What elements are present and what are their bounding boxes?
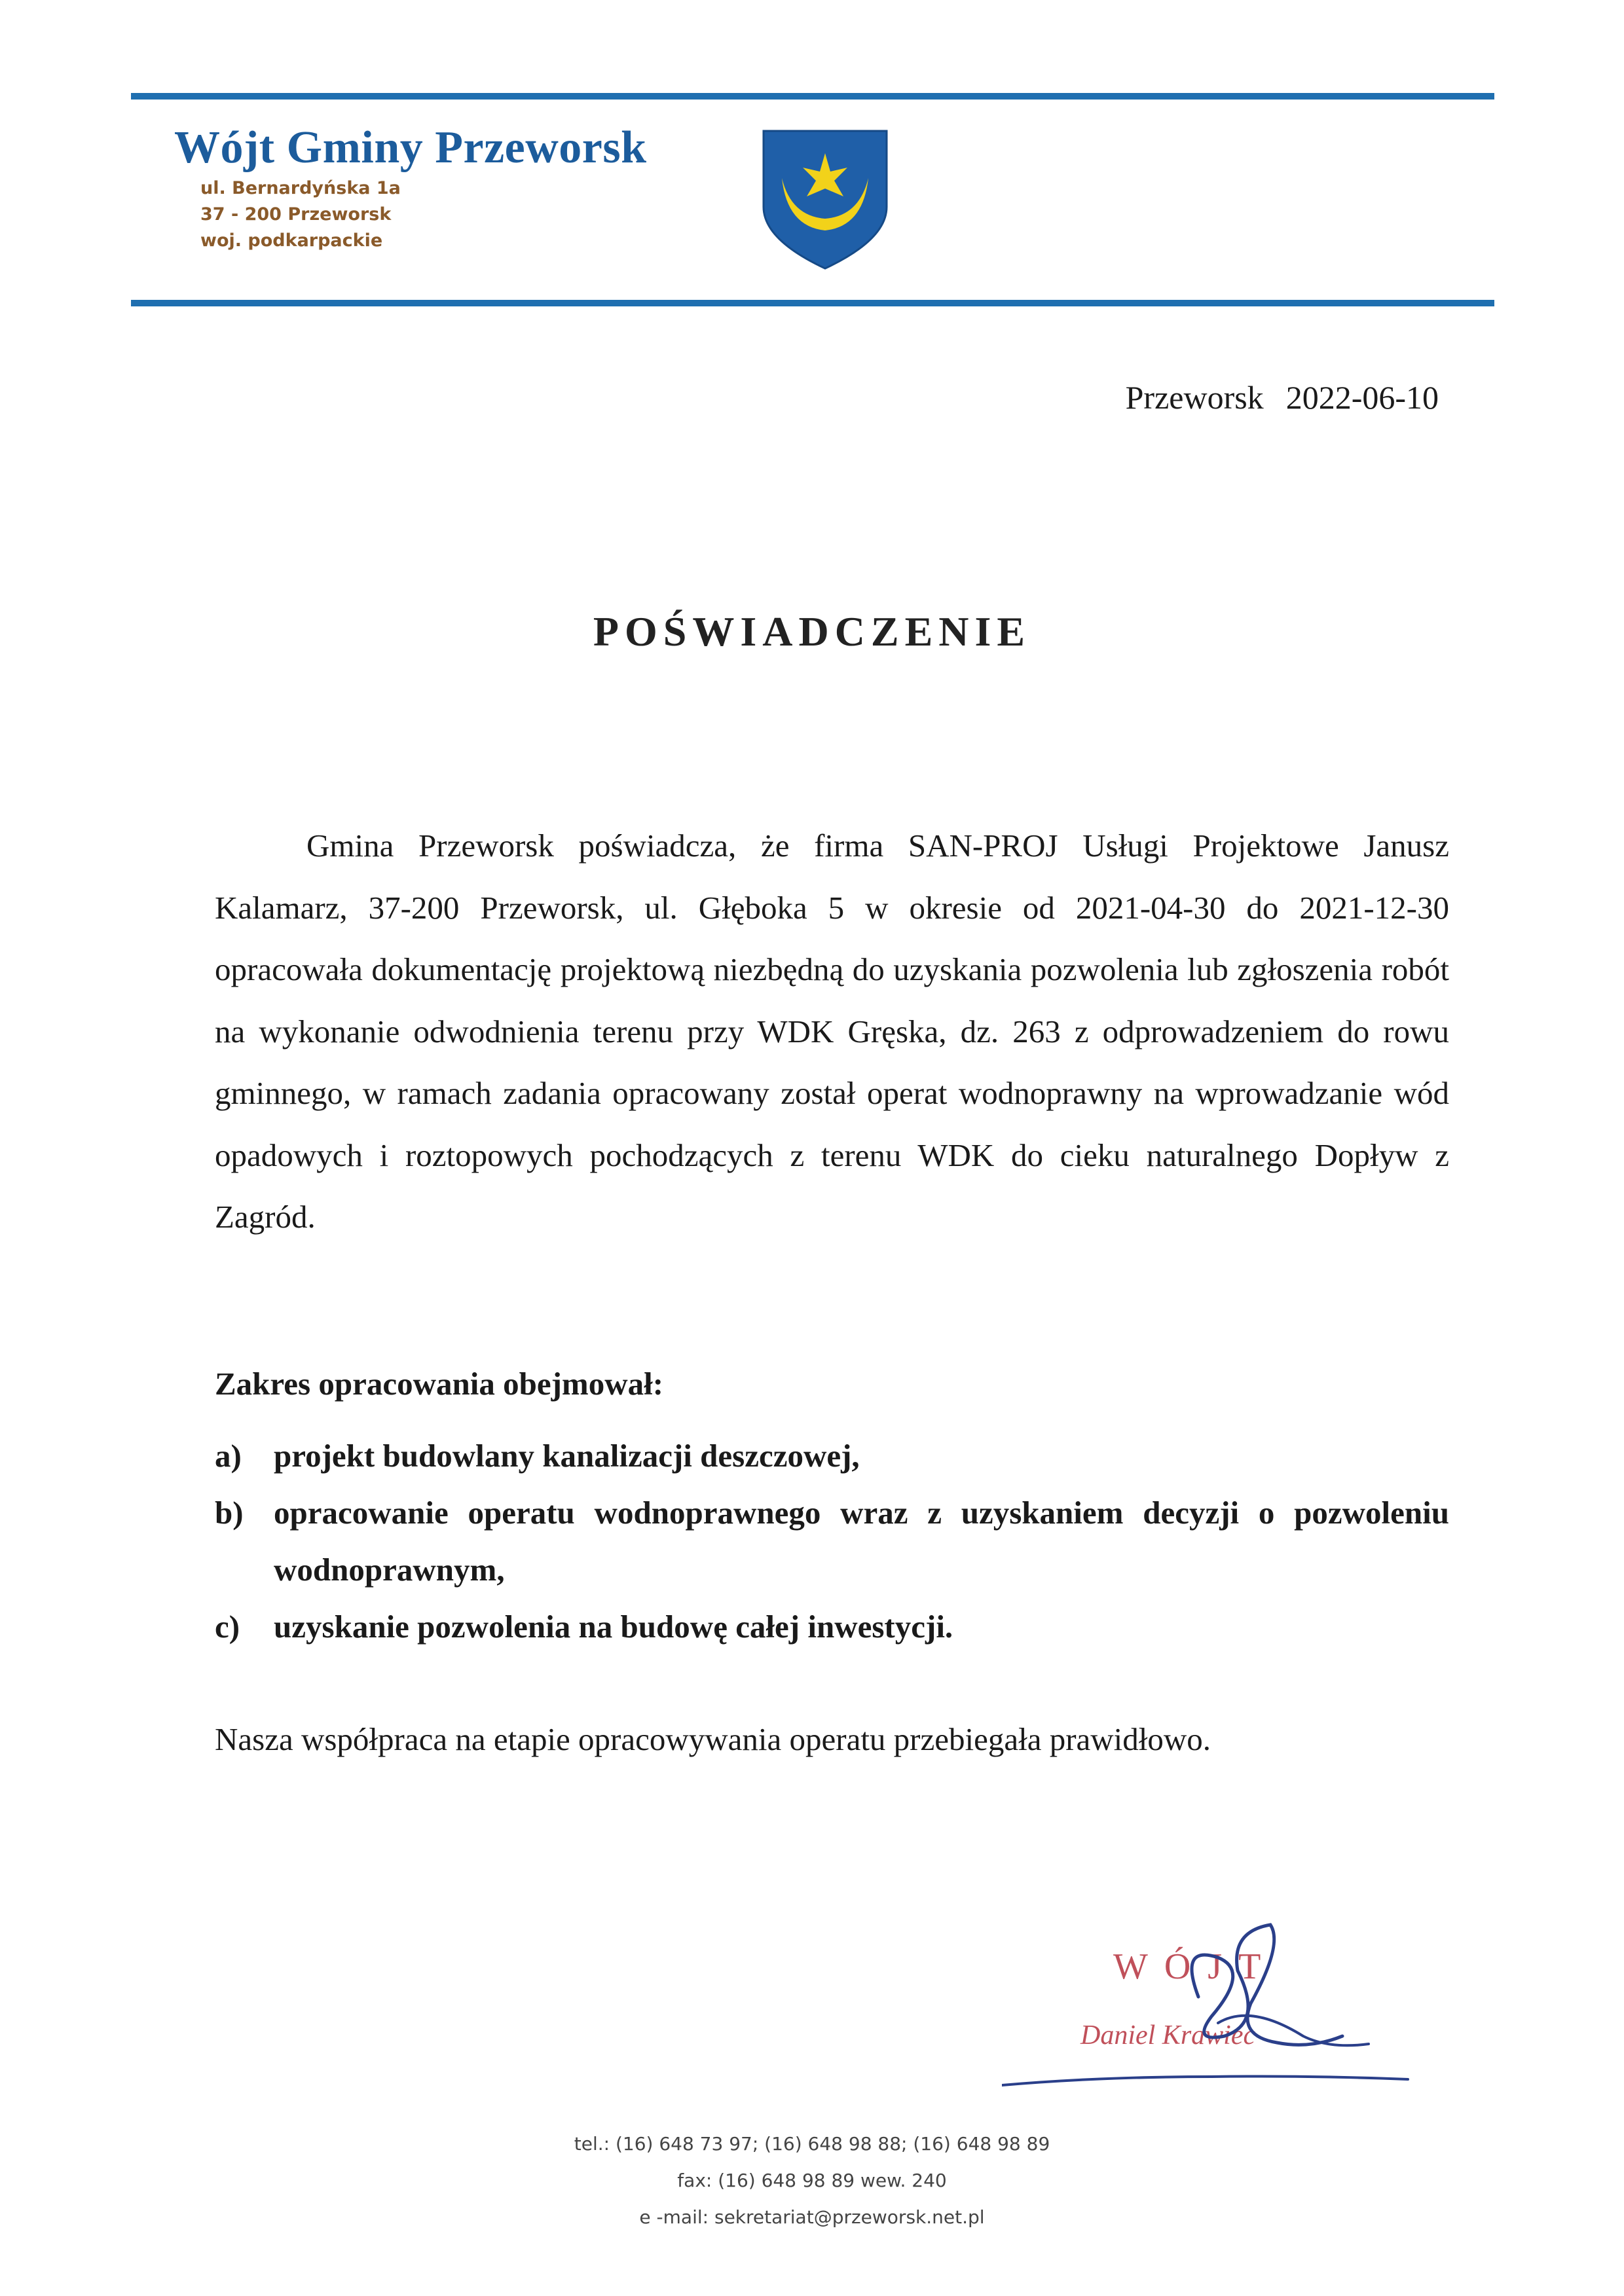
header-bottom-rule xyxy=(131,300,1494,306)
closing-sentence: Nasza współpraca na etapie opracowywania operatu przebiegała prawidłowo. xyxy=(215,1721,1211,1757)
scope-item-b xyxy=(215,1484,1449,1598)
scope-title: Zakres opracowania obejmował: xyxy=(215,1366,664,1402)
footer-email: e -mail: sekretariat@przeworsk.net.pl xyxy=(639,2206,985,2228)
address-postal: 37 - 200 Przeworsk xyxy=(200,204,392,225)
scope-item-text: uzyskanie pozwolenia na budowę całej inwestycji. xyxy=(274,1609,953,1645)
stamp-title: W Ó J T xyxy=(1113,1946,1265,1987)
address-region: woj. podkarpackie xyxy=(200,230,383,251)
footer-phone: tel.: (16) 648 73 97; (16) 648 98 88; (16) 648 98 89 xyxy=(574,2133,1050,2155)
body-paragraph: Gmina Przeworsk poświadcza, że firma SAN-PROJ Usługi Projektowe Janusz Kalamarz, 37-200 Przeworsk, ul. Głęboka 5 w okresie od 2021-04-30 do 2021-12-30 opracowała dokumentację projektową niezbędną do uzyskania pozwolenia lub zgłoszenia robót na wykonanie odwodnienia terenu przy WDK Gręska, dz. 263 z odprowadzeniem do rowu gminnego, w ramach zadania opracowany został operat wodnoprawny na wprowadzanie wód opadowych i roztopowych pochodzących z terenu WDK do cieku naturalnego Dopływ z Zagród. xyxy=(215,828,1449,1235)
stamp-name: Daniel Krawiec xyxy=(1080,2020,1256,2050)
scope-item-letter: a) xyxy=(215,1438,242,1474)
place: Przeworsk xyxy=(1125,379,1264,416)
scope-item-text: projekt budowlany kanalizacji deszczowej, xyxy=(274,1438,860,1474)
scope-item-letter: c) xyxy=(215,1609,240,1645)
signature-stamp xyxy=(1002,1905,1421,2102)
coat-of-arms-icon xyxy=(761,128,889,271)
date-value: 2022-06-10 xyxy=(1285,379,1439,416)
scope-item-a xyxy=(215,1427,1449,1484)
scope-item-text: opracowanie operatu wodnoprawnego wraz z uzyskaniem decyzji o pozwoleniu wodnoprawnym, xyxy=(274,1495,1449,1588)
address-street: ul. Bernardyńska 1a xyxy=(200,178,401,198)
scope-list xyxy=(215,1427,1449,1655)
place-date-line xyxy=(1126,378,1439,416)
office-title: Wójt Gminy Przeworsk xyxy=(174,122,647,173)
footer-fax: fax: (16) 648 98 89 wew. 240 xyxy=(677,2170,947,2191)
scope-item-c xyxy=(215,1598,1449,1655)
scope-item-letter: b) xyxy=(215,1495,244,1531)
header-top-rule xyxy=(131,93,1494,100)
document-heading: POŚWIADCZENIE xyxy=(593,608,1031,655)
